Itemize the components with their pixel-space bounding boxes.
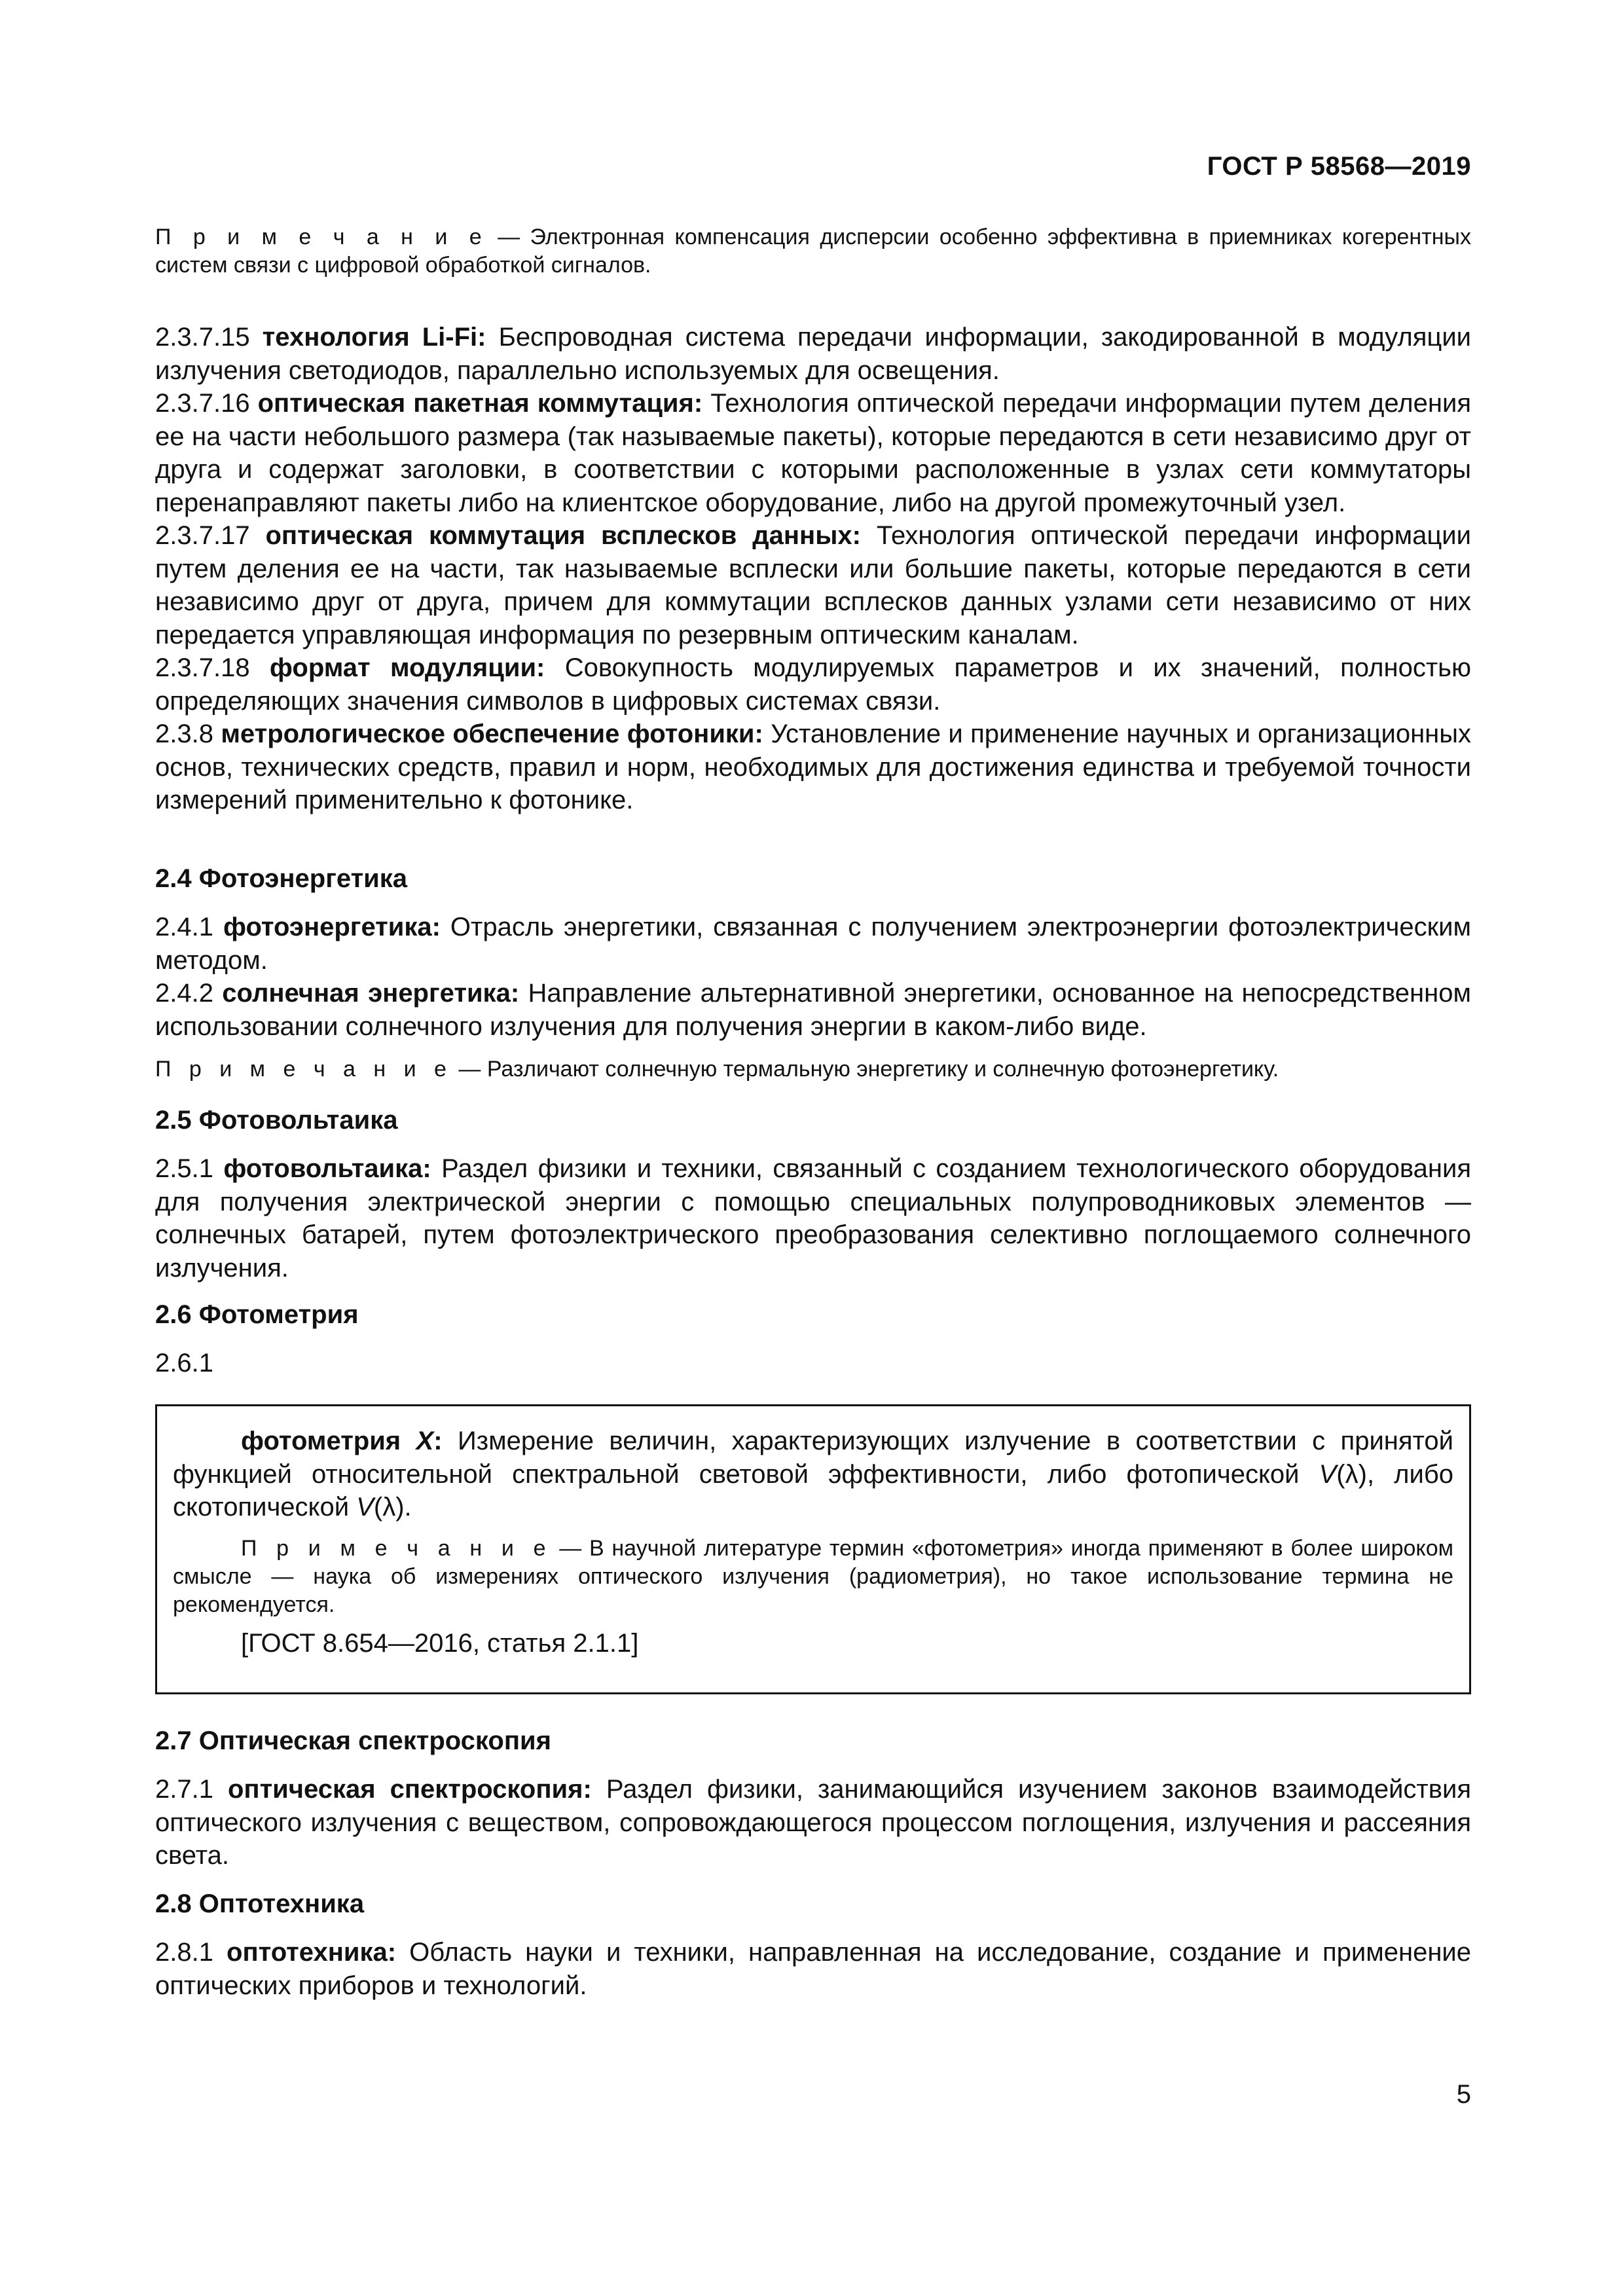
terms-2-3-block	[155, 321, 1471, 817]
term-number: 2.5.1	[155, 1154, 213, 1183]
term-name: фотовольтаика:	[223, 1154, 431, 1183]
term-entry	[173, 1425, 1453, 1524]
term-name: оптическая коммутация всплесков данных:	[265, 521, 861, 550]
term-number: 2.3.8	[155, 720, 213, 748]
term-box-photometry	[155, 1404, 1471, 1694]
note-text: — Электронная компенсация дисперсии особенно эффективна в приемниках когерентных систем связи с цифровой обработкой сигналов.	[155, 225, 1471, 278]
term-number: 2.3.7.18	[155, 653, 250, 682]
term-name: технология Li-Fi:	[262, 323, 486, 352]
term-symbol: X	[416, 1427, 434, 1455]
term-entry	[155, 519, 1471, 651]
v-symbol: V	[356, 1493, 374, 1522]
note-label: П р и м е ч а н и е	[155, 225, 488, 249]
term-colon: :	[433, 1427, 443, 1455]
term-number: 2.4.2	[155, 979, 213, 1008]
term-number: 2.4.1	[155, 913, 213, 941]
note-label: П р и м е ч а н и е	[241, 1535, 552, 1561]
term-definition: Технология оптической передачи информации путем деления ее на части небольшого размера (так называемые пакеты), которые передаются в сети независимо друг от друга и содержат заголовки, в соответствии с которыми расположенные в узлах сети коммутаторы перенаправляют пакеты либо на клиентское оборудование, либо на другой промежуточный узел.	[155, 389, 1471, 517]
term-definition: Раздел физики и техники, связанный с созданием технологического оборудования для получения электрической энергии с помощью специальных полупроводниковых элементов — солнечных батарей, путем фотоэлектрического преобразования селективно поглощаемого солнечного излучения.	[155, 1154, 1471, 1283]
note-text: — В научной литературе термин «фотометрия» иногда применяют в более широком смысле — наука об измерениях оптического излучения (радиометрия), но такое использование термина не рекомендуется.	[173, 1535, 1453, 1617]
section-heading: 2.7 Оптическая спектроскопия	[155, 1726, 551, 1755]
term-definition: Установление и применение научных и организационных основ, технических средств, правил и норм, необходимых для достижения единства и требуемой точности измерений применительно к фотонике.	[155, 720, 1471, 814]
note-top	[155, 223, 1471, 280]
lambda: (λ)	[1336, 1459, 1367, 1489]
term-name: оптическая спектроскопия:	[228, 1775, 592, 1804]
term-number: 2.6.1	[155, 1349, 213, 1377]
term-definition-part1: Измерение величин, характеризующих излучение в соответствии с принятой функцией относительной спектральной световой эффективности, либо фотопической	[173, 1427, 1453, 1489]
term-entry	[155, 718, 1471, 817]
term-number: 2.3.7.15	[155, 323, 250, 352]
section-heading: 2.6 Фотометрия	[155, 1300, 359, 1329]
lambda: (λ)	[373, 1493, 405, 1522]
section-2-6	[155, 1298, 1471, 1331]
section-2-6-number	[155, 1347, 1471, 1380]
term-definition: Отрасль энергетики, связанная с получением электроэнергии фотоэлектрическим методом.	[155, 913, 1471, 975]
term-number: 2.8.1	[155, 1938, 213, 1967]
section-heading: 2.8 Оптотехника	[155, 1889, 365, 1918]
term-entry	[155, 1773, 1471, 1872]
section-2-7	[155, 1724, 1471, 1757]
page-number: 5	[1456, 2080, 1471, 2109]
term-definition: Совокупность модулируемых параметров и их значений, полностью определяющих значения символов в цифровых системах связи.	[155, 653, 1471, 716]
term-entry	[155, 911, 1471, 977]
term-name: солнечная энергетика:	[222, 979, 520, 1008]
term-number: 2.3.7.16	[155, 389, 250, 418]
standard-header: ГОСТ Р 58568—2019	[1207, 152, 1471, 181]
section-2-4	[155, 862, 1471, 895]
v-symbol: V	[1319, 1459, 1337, 1489]
term-entry	[155, 387, 1471, 519]
term-definition: Беспроводная система передачи информации, закодированной в модуляции излучения светодиодов, параллельно используемых для освещения.	[155, 323, 1472, 385]
section-2-8-body	[155, 1936, 1471, 2002]
term-definition: Область науки и техники, направленная на исследование, создание и применение оптических приборов и технологий.	[155, 1938, 1472, 2000]
section-heading: 2.4 Фотоэнергетика	[155, 864, 408, 893]
term-definition: Технология оптической передачи информации путем деления ее на части, так называемые всплески или большие пакеты, которые передаются в сети независимо друг от друга, причем для коммутации всплесков данных узлами сети независимо от них передается управляющая информация по резервным оптическим каналам.	[155, 521, 1471, 649]
term-name: оптотехника:	[227, 1938, 397, 1967]
term-number: 2.3.7.17	[155, 521, 250, 550]
section-2-4-note	[155, 1055, 1471, 1084]
term-definition-end: .	[404, 1493, 412, 1522]
term-source: [ГОСТ 8.654—2016, статья 2.1.1]	[241, 1628, 639, 1658]
note-label: П р и м е ч а н и е	[155, 1057, 452, 1082]
term-name: метрологическое обеспечение фотоники:	[221, 720, 763, 748]
term-entry	[155, 977, 1471, 1043]
section-heading: 2.5 Фотовольтаика	[155, 1106, 398, 1135]
box-note	[173, 1535, 1453, 1619]
section-2-5	[155, 1104, 1471, 1137]
section-2-4-body	[155, 911, 1471, 1043]
term-definition: Раздел физики, занимающийся изучением законов взаимодействия оптического излучения с веществом, сопровождающегося процессом поглощения, излучения и рассеяния света.	[155, 1775, 1471, 1870]
term-number: 2.7.1	[155, 1775, 213, 1804]
section-2-5-body	[155, 1152, 1471, 1285]
term-definition-part2: , либо скотопической	[173, 1459, 1453, 1522]
term-definition: Направление альтернативной энергетики, основанное на непосредственном использовании солнечного излучения для получения энергии в каком-либо виде.	[155, 979, 1471, 1041]
note-text: — Различают солнечную термальную энергетику и солнечную фотоэнергетику.	[452, 1057, 1279, 1082]
section-2-8	[155, 1887, 1471, 1920]
term-entry	[155, 1936, 1471, 2002]
term-entry	[155, 321, 1471, 387]
term-entry	[155, 1152, 1471, 1285]
term-name: фотоэнергетика:	[223, 913, 441, 941]
section-2-7-body	[155, 1773, 1471, 1872]
term-name: формат модуляции:	[269, 653, 545, 682]
term-name: оптическая пакетная коммутация:	[257, 389, 703, 418]
term-entry	[155, 651, 1471, 718]
term-name: фотометрия	[241, 1427, 401, 1455]
